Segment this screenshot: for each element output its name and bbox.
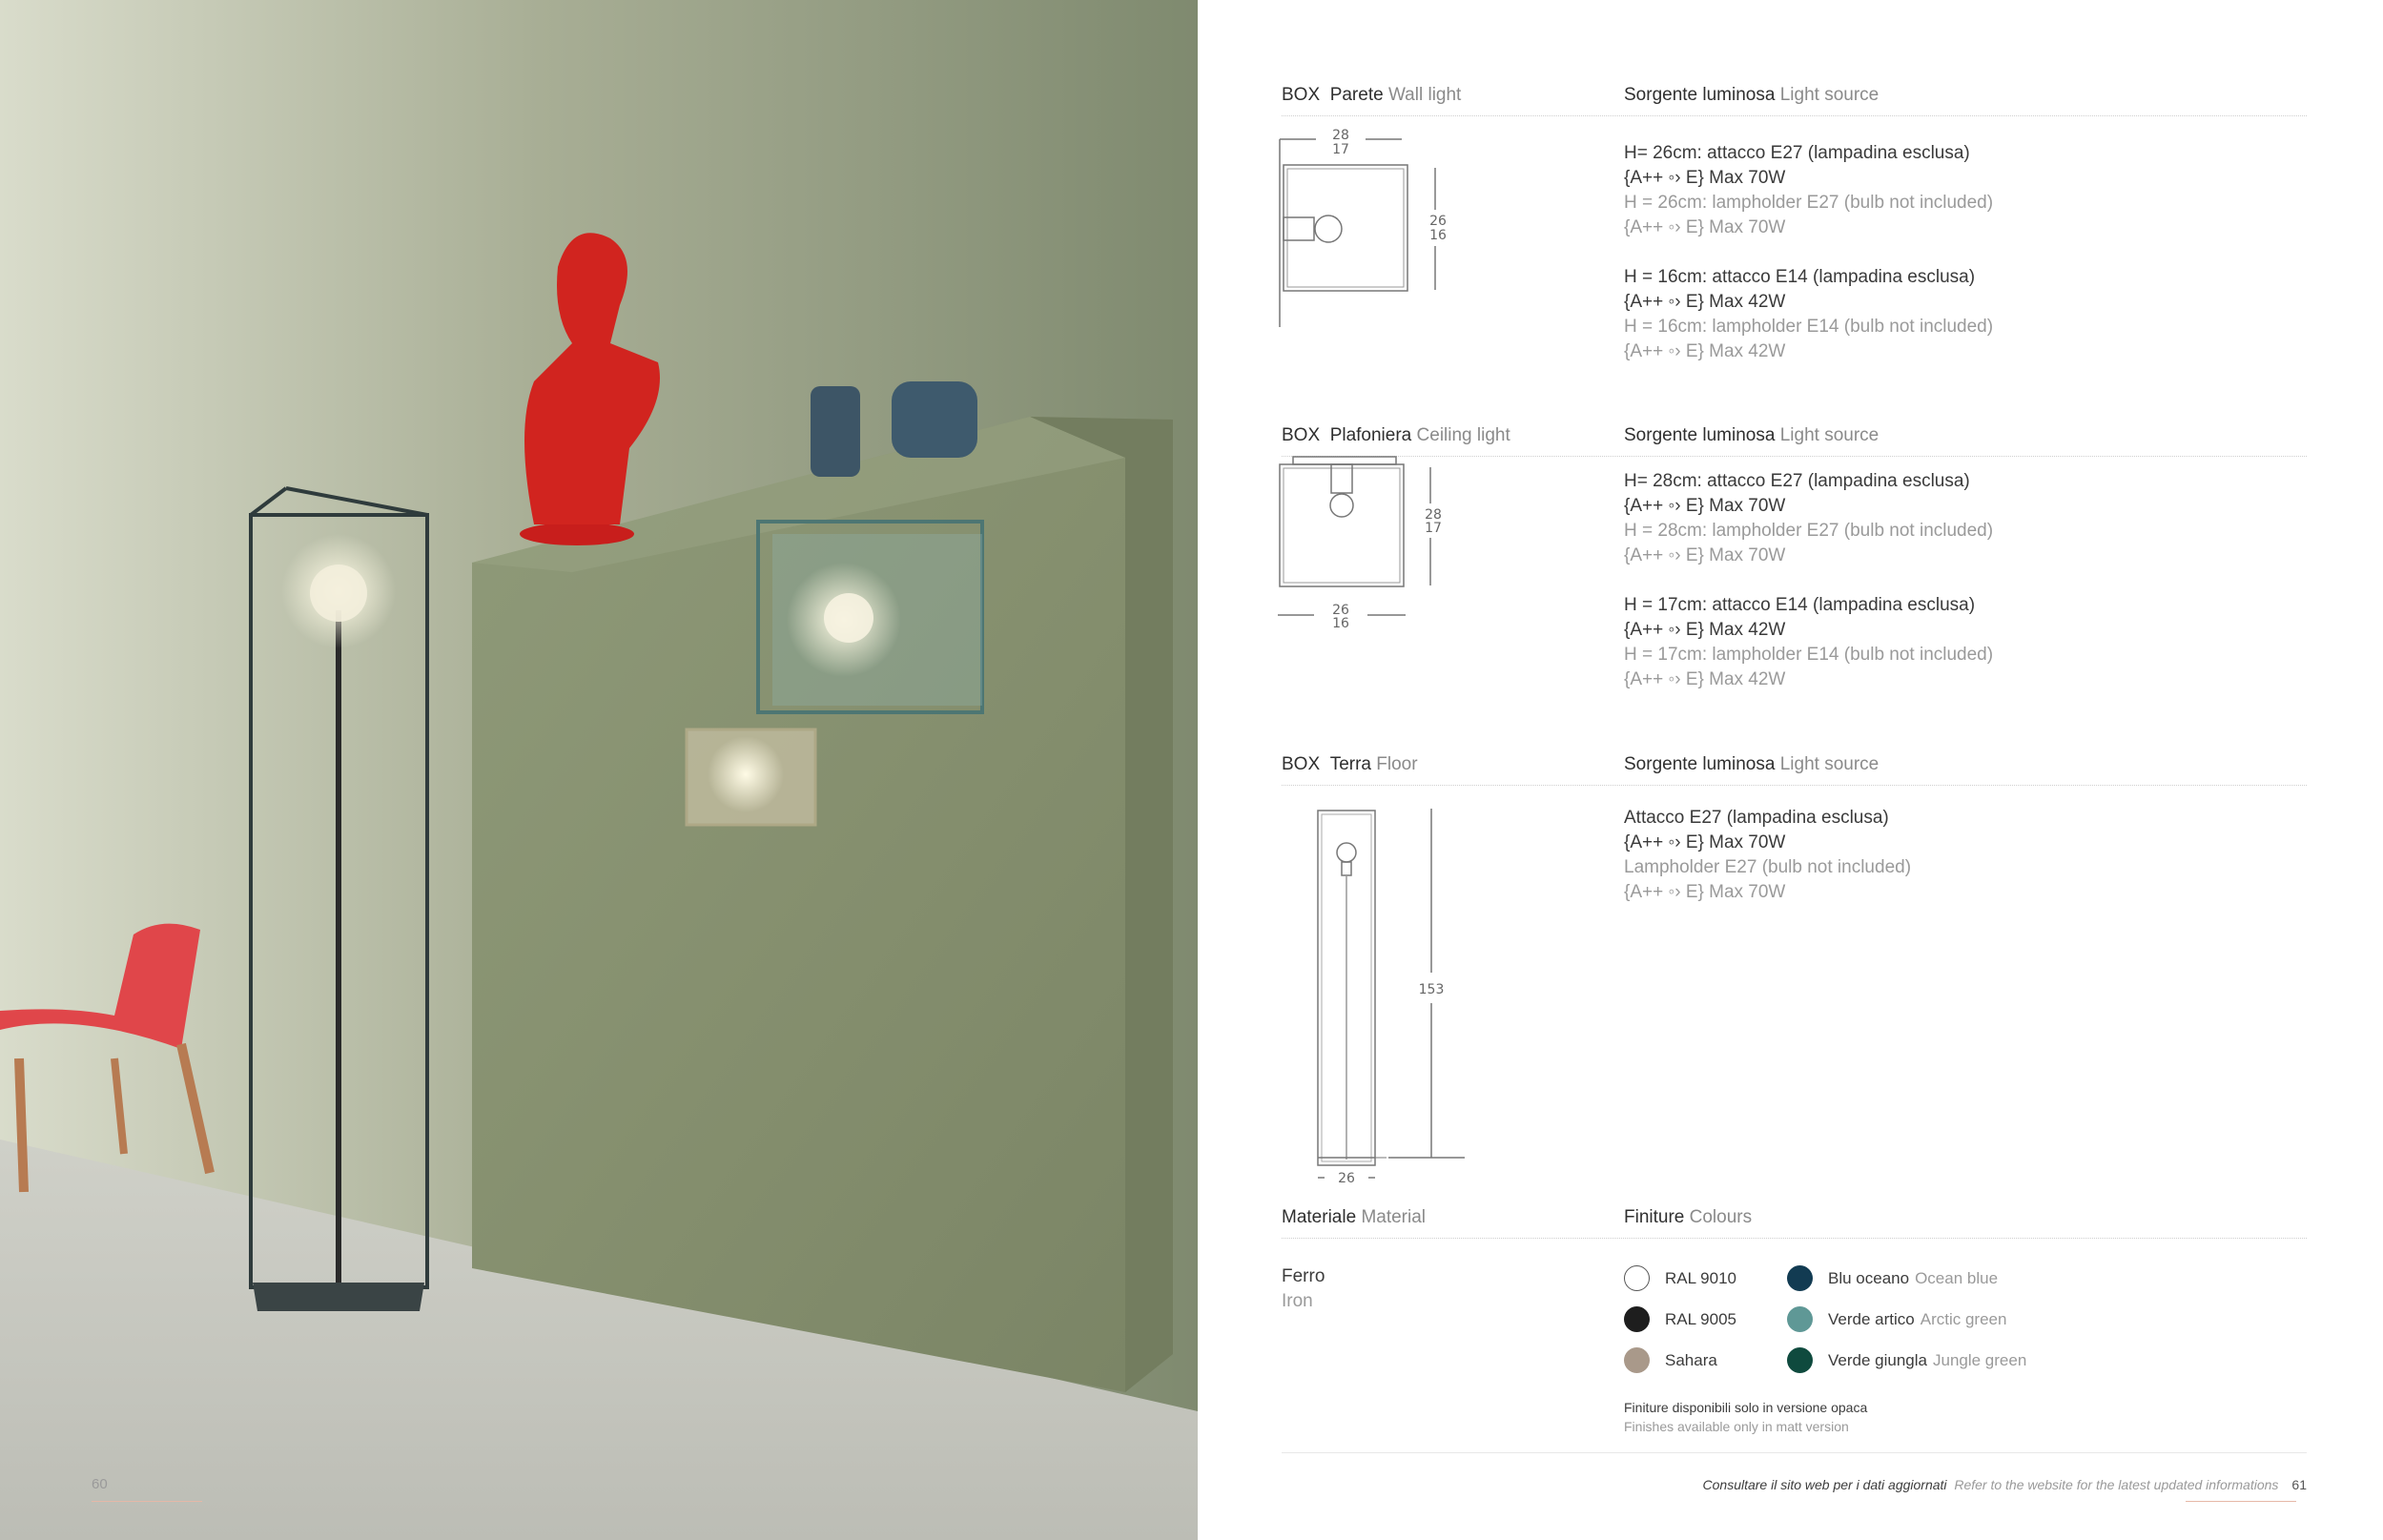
material-title: Materiale Material: [1282, 1207, 1427, 1227]
spec-page: [1198, 0, 2383, 1540]
ceiling-light-title: BOX Plafoniera Ceiling light: [1282, 425, 1510, 445]
divider: [1282, 785, 2307, 786]
color-dot: [1624, 1306, 1650, 1332]
divider: [1282, 115, 2307, 116]
wall-light-title: BOX Parete Wall light: [1282, 85, 1462, 105]
swatch-ral-9005: RAL 9005: [1624, 1306, 1736, 1332]
svg-text:26: 26: [1332, 603, 1349, 618]
color-dot: [1787, 1306, 1813, 1332]
finishes-note: Finiture disponibili solo in versione opaca Finishes available only in matt version: [1624, 1400, 1868, 1434]
finishes-title: Finiture Colours: [1624, 1207, 1753, 1227]
svg-text:26: 26: [1429, 214, 1447, 229]
floor-light-source-title: Sorgente luminosa Light source: [1624, 754, 1880, 774]
svg-text:16: 16: [1429, 228, 1447, 243]
footer-note: Consultare il sito web per i dati aggiornati Refer to the website for the latest updated informations 61: [1702, 1477, 2307, 1492]
footer-underline: [2186, 1501, 2296, 1502]
floor-light-specs: Attacco E27 (lampadina esclusa) {A++ ◦› E} Max 70W Lampholder E27 (bulb not included) {A++ ◦› E} Max 70W: [1624, 808, 1912, 902]
divider: [1282, 1238, 2307, 1239]
svg-text:26: 26: [1338, 1171, 1355, 1186]
svg-text:17: 17: [1332, 142, 1349, 157]
swatch-ocean-blue: Blu oceano Ocean blue: [1787, 1265, 1998, 1291]
swatch-arctic-green: Verde artico Arctic green: [1787, 1306, 2006, 1332]
page-number-left: 60: [92, 1476, 108, 1492]
wall-light-specs: H= 26cm: attacco E27 (lampadina esclusa) {A++ ◦› E} Max 70W H = 26cm: lampholder E27 (bulb not included) {A++ ◦› E} Max 70W H = 16cm: attacco E14 (lampadina esclusa) {A++ ◦› E} Max 42W H = 16cm: lampholder E14 (bulb not included) {A++ ◦› E} Max 42W: [1624, 143, 1994, 361]
ceiling-light-drawing: [1274, 454, 1465, 635]
floor-light-drawing: [1274, 801, 1484, 1192]
swatch-sahara: Sahara: [1624, 1347, 1717, 1373]
page-number-right: 61: [2291, 1477, 2307, 1492]
svg-text:16: 16: [1332, 616, 1349, 631]
footer-divider: [1282, 1452, 2307, 1453]
swatch-ral-9010: RAL 9010: [1624, 1265, 1736, 1291]
svg-text:153: 153: [1418, 982, 1445, 997]
color-dot: [1624, 1265, 1650, 1291]
ceiling-light-specs: H= 28cm: attacco E27 (lampadina esclusa) {A++ ◦› E} Max 70W H = 28cm: lampholder E27 (bulb not included) {A++ ◦› E} Max 70W H = 17cm: attacco E14 (lampadina esclusa) {A++ ◦› E} Max 42W H = 17cm: lampholder E14 (bulb not included) {A++ ◦› E} Max 42W: [1624, 471, 1994, 689]
wall-light-source-title: Sorgente luminosa Light source: [1624, 85, 1880, 105]
swatch-jungle-green: Verde giungla Jungle green: [1787, 1347, 2026, 1373]
material-value: Ferro Iron: [1282, 1266, 1325, 1311]
color-dot: [1787, 1347, 1813, 1373]
page-number-underline: [92, 1501, 202, 1502]
svg-text:17: 17: [1425, 521, 1442, 536]
color-dot: [1787, 1265, 1813, 1291]
wall-light-drawing: [1274, 122, 1465, 337]
floor-light-title: BOX Terra Floor: [1282, 754, 1418, 774]
color-dot: [1624, 1347, 1650, 1373]
svg-text:28: 28: [1425, 507, 1442, 523]
svg-text:28: 28: [1332, 128, 1349, 143]
ceiling-light-source-title: Sorgente luminosa Light source: [1624, 425, 1880, 445]
